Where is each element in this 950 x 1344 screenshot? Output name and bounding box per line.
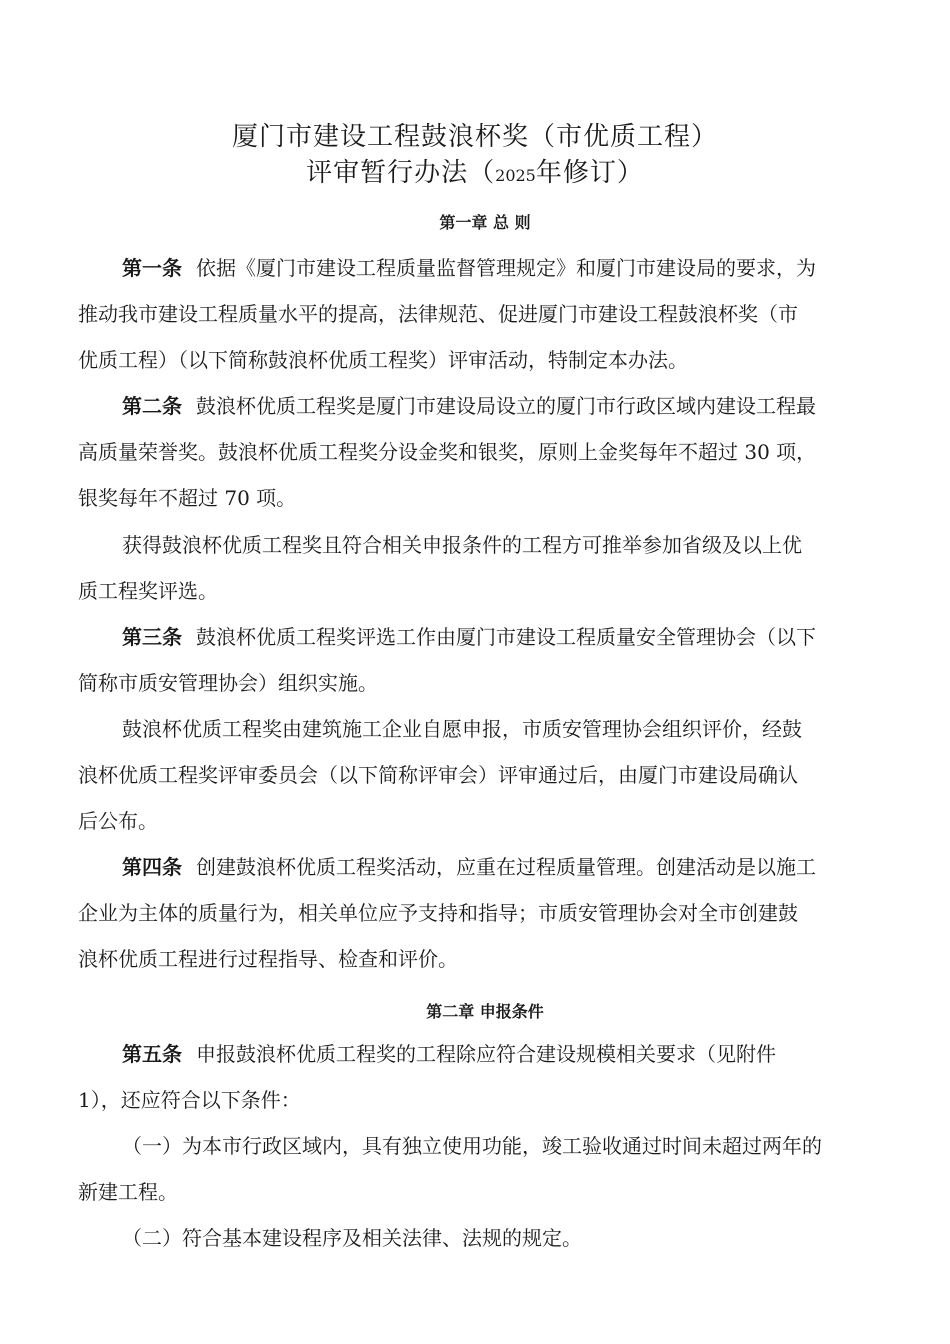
paragraph-line: 浪杯优质工程奖评审委员会（以下简称评审会）评审通过后，由厦门市建设局确认 xyxy=(78,763,798,787)
article-label: 第一条 xyxy=(122,256,182,280)
chapter-heading-2: 第二章 申报条件 xyxy=(426,1002,544,1021)
paragraph-line: （二）符合基本建设程序及相关法律、法规的规定。 xyxy=(122,1226,582,1250)
line-text: 依据《厦门市建设工程质量监督管理规定》和厦门市建设局的要求，为 xyxy=(196,256,816,280)
article-1-paragraph xyxy=(78,245,893,383)
article-label: 第五条 xyxy=(122,1042,182,1066)
paragraph-line xyxy=(78,1031,893,1077)
title-prefix: 评审暂行办法（ xyxy=(306,158,496,188)
paragraph-line: （一）为本市行政区域内，具有独立使用功能，竣工验收通过时间未超过两年的 xyxy=(122,1134,822,1158)
paragraph-line: 后公布。 xyxy=(78,809,158,833)
title-text: 厦门市建设工程鼓浪杯奖（市优质工程） xyxy=(231,122,718,152)
document-title-line2 xyxy=(0,152,950,189)
paragraph-line xyxy=(78,245,893,291)
article-label: 第三条 xyxy=(122,625,182,649)
article-4-paragraph xyxy=(78,844,893,982)
article-label: 第二条 xyxy=(122,394,182,418)
paragraph-line xyxy=(78,614,893,660)
paragraph-line: 鼓浪杯优质工程奖由建筑施工企业自愿申报，市质安管理协会组织评价，经鼓 xyxy=(122,717,802,741)
paragraph-line: 银奖每年不超过 70 项。 xyxy=(78,486,297,510)
paragraph-line: 优质工程）（以下简称鼓浪杯优质工程奖）评审活动，特制定本办法。 xyxy=(78,348,688,372)
paragraph-line: 质工程奖评选。 xyxy=(78,579,218,603)
condition-2 xyxy=(78,1215,893,1261)
condition-1 xyxy=(78,1123,893,1215)
paragraph-line xyxy=(78,383,893,429)
paragraph-line: 企业为主体的质量行为，相关单位应予支持和指导；市质安管理协会对全市创建鼓 xyxy=(78,901,798,925)
line-text: 申报鼓浪杯优质工程奖的工程除应符合建设规模相关要求（见附件 xyxy=(196,1042,776,1066)
article-3-paragraph xyxy=(78,614,893,706)
line-text: 鼓浪杯优质工程奖评选工作由厦门市建设工程质量安全管理协会（以下 xyxy=(196,625,816,649)
paragraph-line: 1），还应符合以下条件： xyxy=(78,1088,301,1112)
article-3-continuation xyxy=(78,706,893,844)
article-5-paragraph xyxy=(78,1031,893,1123)
paragraph-line xyxy=(78,844,893,890)
article-2-paragraph xyxy=(78,383,893,521)
chapter-heading-1: 第一章 总 则 xyxy=(439,213,531,232)
document-title-line1 xyxy=(0,116,950,153)
paragraph-line: 简称市质安管理协会）组织实施。 xyxy=(78,671,378,695)
paragraph-line: 浪杯优质工程进行过程指导、检查和评价。 xyxy=(78,947,458,971)
paragraph-line: 新建工程。 xyxy=(78,1180,178,1204)
paragraph-line: 推动我市建设工程质量水平的提高，法律规范、促进厦门市建设工程鼓浪杯奖（市 xyxy=(78,302,798,326)
line-text: 创建鼓浪杯优质工程奖活动，应重在过程质量管理。创建活动是以施工 xyxy=(196,855,816,879)
title-suffix: 年修订） xyxy=(535,158,644,188)
title-year: 2025 xyxy=(495,166,536,185)
article-label: 第四条 xyxy=(122,855,182,879)
paragraph-line: 获得鼓浪杯优质工程奖且符合相关申报条件的工程方可推举参加省级及以上优 xyxy=(122,533,802,557)
article-2-continuation xyxy=(78,522,893,614)
line-text: 鼓浪杯优质工程奖是厦门市建设局设立的厦门市行政区域内建设工程最 xyxy=(196,394,816,418)
paragraph-line: 高质量荣誉奖。鼓浪杯优质工程奖分设金奖和银奖，原则上金奖每年不超过 30 项， xyxy=(78,440,817,464)
